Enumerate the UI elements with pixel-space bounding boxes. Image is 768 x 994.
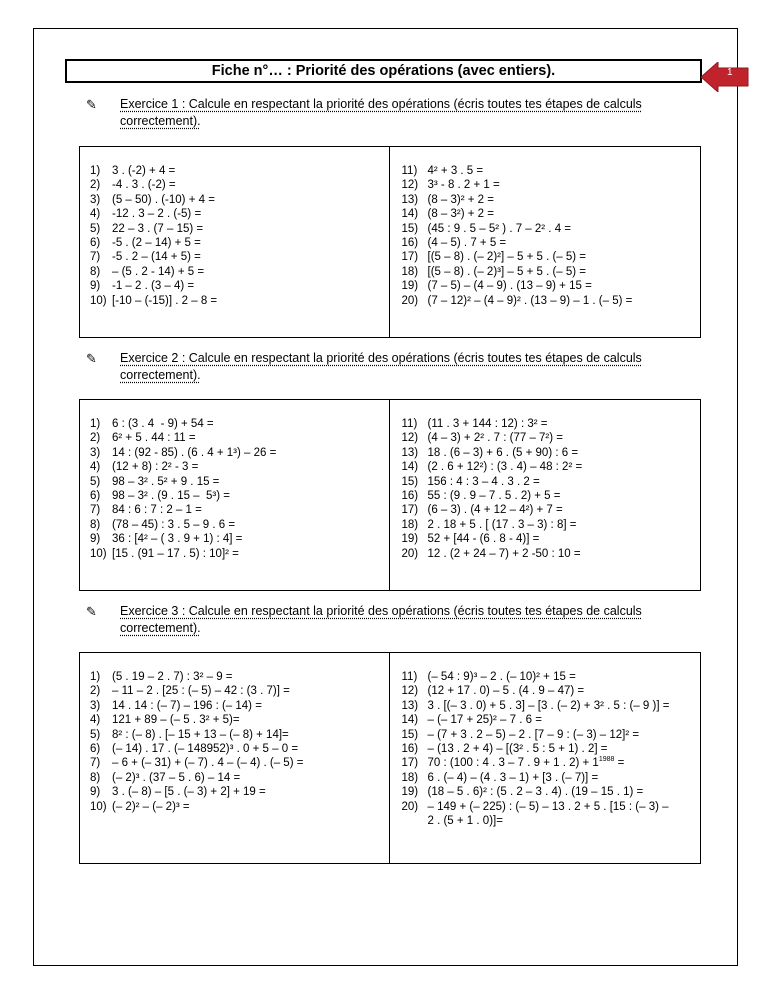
item-expression (112, 670, 233, 684)
expression-text: 36 : [4² – ( 3 . 9 + 1) : 4] = (112, 533, 243, 546)
item-expression (112, 236, 201, 250)
exercise-item (90, 518, 383, 532)
exercise-item (90, 417, 383, 431)
item-number: 16) (401, 490, 419, 503)
expression-text: – 149 + (– 225) : (– 5) – 13 . 2 + 5 . [15 : (– 3) – 2 . (5 + 1 . 0)]= (427, 800, 669, 828)
item-number: 17) (401, 251, 419, 264)
item-expression (428, 547, 581, 561)
item-number: 15) (401, 222, 419, 235)
item-expression (428, 728, 640, 742)
expression-text: (18 – 5 . 6)² : (5 . 2 – 3 . 4) . (19 – 15 . 1) = (427, 786, 644, 799)
item-number: 2) (90, 179, 101, 192)
exercise-item (402, 279, 695, 293)
item-number: 19) (401, 533, 419, 546)
exercise-item (402, 684, 695, 698)
item-number: 3) (90, 193, 101, 206)
expression-text: 98 – 3² . (9 . 15 – 5³) = (112, 490, 230, 503)
item-number: 16) (401, 743, 419, 756)
item-expression (428, 771, 599, 785)
expression-text: -5 . 2 – (14 + 5) = (112, 251, 201, 264)
expression-text: (2 . 6 + 12²) : (3 . 4) – 48 : 2² = (427, 461, 583, 474)
item-number: 10) (90, 294, 107, 307)
item-number: 13) (401, 193, 419, 206)
exercise-item (90, 207, 383, 221)
expression-text: (11 . 3 + 144 : 12) : 3² = (427, 418, 548, 430)
item-expression (428, 164, 484, 178)
item-expression (112, 728, 289, 742)
expression-text: [-10 – (-15)] . 2 – 8 = (112, 294, 218, 307)
expression-text: 6² + 5 . 44 : 11 = (112, 432, 196, 445)
exercise-item (90, 756, 383, 770)
item-number: 10) (90, 547, 107, 560)
exercise-item (402, 518, 695, 532)
exercise-item (90, 222, 383, 236)
exercise-item (90, 742, 383, 756)
expression-text: [(5 – 8) . (– 2)²] – 5 + 5 . (– 5) = (427, 251, 587, 264)
item-number: 1) (90, 671, 101, 683)
item-number: 14) (401, 208, 419, 221)
item-number: 4) (90, 208, 101, 221)
expression-text: 84 : 6 : 7 : 2 – 1 = (112, 504, 202, 517)
exercise-item (402, 771, 695, 785)
item-number: 15) (401, 475, 419, 488)
expression-text: (7 – 5) – (4 – 9) . (13 – 9) + 15 = (427, 280, 592, 293)
expression-text: 156 : 4 : 3 – 4 . 3 . 2 = (427, 475, 540, 488)
item-number: 4) (90, 714, 101, 727)
exercise-3-table (79, 652, 701, 864)
item-number: 3) (90, 446, 101, 459)
item-expression (112, 742, 298, 756)
item-number: 12) (401, 685, 419, 698)
expression-text: 52 + [44 - (6 . 8 - 4)] = (427, 533, 540, 546)
item-expression (112, 713, 240, 727)
exercise-item (402, 756, 695, 770)
item-expression (428, 178, 500, 192)
exercise-item (90, 164, 383, 178)
exercise-item (402, 532, 695, 546)
exercise-item (402, 503, 695, 517)
item-expression (112, 756, 303, 770)
item-expression (428, 518, 577, 532)
expression-text: (– 14) . 17 . (– 148952)³ . 0 + 5 – 0 = (112, 743, 299, 756)
item-number: 13) (401, 446, 419, 459)
item-number: 14) (401, 714, 419, 727)
exercise-item (90, 250, 383, 264)
exercise-2-heading: ✎ Exercice 2 : Calcule en respectant la priorité des opérations (écris toutes tes étapes de calculs correctement). (86, 351, 642, 382)
item-expression (112, 684, 290, 698)
exercise-1-right-column (389, 147, 701, 337)
item-expression (428, 503, 563, 517)
item-expression (428, 713, 542, 727)
expression-text: 12 . (2 + 24 – 7) + 2 -50 : 10 = (427, 547, 581, 560)
item-number: 6) (90, 743, 101, 756)
exercise-item (90, 193, 383, 207)
item-expression (112, 503, 202, 517)
item-expression (428, 800, 669, 829)
exercise-1-left-column (80, 147, 389, 337)
expression-text: 2 . 18 + 5 . [ (17 . 3 – 3) : 8] = (427, 518, 577, 531)
item-number: 4) (90, 461, 101, 474)
exercise-item (402, 670, 695, 684)
exercise-2-right-column (389, 400, 701, 590)
exercise-item (90, 728, 383, 742)
pencil-icon: ✎ (86, 97, 97, 112)
item-expression (428, 785, 644, 799)
item-number: 18) (401, 265, 419, 278)
expression-text: 18 . (6 – 3) + 6 . (5 + 90) : 6 = (427, 446, 579, 459)
item-expression (428, 532, 540, 546)
item-expression (428, 431, 564, 445)
item-number: 13) (401, 699, 419, 712)
item-number: 9) (90, 533, 101, 546)
expression-text: (12 + 17 . 0) – 5 . (4 . 9 – 47) = (427, 685, 585, 698)
item-number: 3) (90, 699, 101, 712)
item-number: 20) (401, 294, 419, 307)
exercise-3-right-column (389, 653, 701, 863)
item-number: 19) (401, 280, 419, 293)
expression-text: -1 – 2 . (3 – 4) = (112, 280, 195, 293)
item-expression (112, 489, 230, 503)
item-number: 8) (90, 518, 101, 531)
item-expression (112, 222, 203, 236)
item-number: 14) (401, 461, 419, 474)
expression-text: 3 . [(– 3 . 0) + 5 . 3] – [3 . (– 2) + 3² . 5 : (– 9 )] = (427, 699, 670, 712)
exercise-item (90, 475, 383, 489)
exponent: 1988 (598, 756, 615, 764)
exercise-item (402, 431, 695, 445)
exercise-item (90, 684, 383, 698)
item-expression (428, 250, 587, 264)
exercise-item (90, 785, 383, 799)
exercise-item (402, 785, 695, 799)
exercise-item (402, 178, 695, 192)
exercise-item (402, 193, 695, 207)
expression-text: 8² : (– 8) . [– 15 + 13 – (– 8) + 14]= (112, 728, 289, 741)
item-expression (428, 684, 585, 698)
item-number: 11) (401, 418, 418, 430)
item-number: 9) (90, 786, 101, 799)
item-expression (112, 518, 235, 532)
exercise-2-table (79, 399, 701, 591)
item-expression (112, 294, 217, 308)
expression-tail: = (614, 757, 625, 770)
item-expression (112, 207, 201, 221)
item-number: 2) (90, 432, 101, 445)
expression-text: [(5 – 8) . (– 2)³] – 5 + 5 . (– 5) = (427, 265, 587, 278)
item-expression (112, 532, 242, 546)
item-expression (112, 178, 176, 192)
expression-text: (78 – 45) : 3 . 5 – 9 . 6 = (112, 518, 236, 531)
item-expression (428, 756, 625, 770)
exercise-item (90, 265, 383, 279)
expression-text: 3³ - 8 . 2 + 1 = (427, 179, 500, 192)
item-expression (112, 800, 190, 814)
item-expression (112, 193, 215, 207)
item-number: 17) (401, 504, 419, 517)
item-number: 15) (401, 728, 419, 741)
exercise-1-table (79, 146, 701, 338)
exercise-item (402, 417, 695, 431)
exercise-item (90, 489, 383, 503)
exercise-item (90, 800, 383, 814)
item-expression (428, 222, 572, 236)
item-expression (112, 417, 214, 431)
expression-text: -12 . 3 – 2 . (-5) = (112, 208, 202, 221)
exercise-item (90, 713, 383, 727)
item-expression (428, 236, 507, 250)
item-number: 9) (90, 280, 101, 293)
exercise-item (402, 547, 695, 561)
exercise-item (90, 446, 383, 460)
exercise-item (402, 265, 695, 279)
expression-text: -4 . 3 . (-2) = (112, 179, 176, 192)
item-expression (428, 207, 494, 221)
expression-text: 22 – 3 . (7 – 15) = (112, 222, 204, 235)
expression-text: 4² + 3 . 5 = (427, 165, 484, 177)
item-number: 12) (401, 179, 419, 192)
item-number: 10) (90, 800, 107, 813)
item-number: 5) (90, 475, 101, 488)
expression-text: 6 : (3 . 4 - 9) + 54 = (112, 418, 214, 430)
item-expression (428, 670, 576, 684)
exercise-item (402, 699, 695, 713)
page-title: Fiche n°… : Priorité des opérations (avec entiers). (65, 59, 702, 83)
item-number: 20) (401, 800, 419, 813)
item-expression (428, 265, 587, 279)
exercise-item (90, 279, 383, 293)
expression-text: 121 + 89 – (– 5 . 3² + 5)= (112, 714, 240, 727)
item-expression (428, 460, 583, 474)
item-number: 11) (401, 165, 418, 177)
item-expression (112, 547, 239, 561)
item-expression (112, 431, 196, 445)
item-number: 19) (401, 786, 419, 799)
item-expression (428, 294, 633, 308)
item-expression (112, 446, 276, 460)
item-expression (112, 771, 240, 785)
item-expression (112, 785, 266, 799)
item-expression (112, 279, 194, 293)
exercise-3-left-column (80, 653, 389, 863)
item-number: 6) (90, 237, 101, 250)
page-number: 1 (727, 67, 733, 78)
expression-text: 98 – 3² . 5² + 9 . 15 = (112, 475, 220, 488)
item-number: 20) (401, 547, 419, 560)
pencil-icon: ✎ (86, 351, 97, 366)
exercise-item (402, 236, 695, 250)
item-expression (428, 475, 540, 489)
expression-text: [15 . (91 – 17 . 5) : 10]² = (112, 547, 239, 560)
item-number: 5) (90, 728, 101, 741)
item-expression (112, 460, 198, 474)
item-number: 11) (401, 671, 418, 683)
item-number: 7) (90, 757, 101, 770)
exercise-item (90, 460, 383, 474)
item-number: 8) (90, 771, 101, 784)
item-number: 16) (401, 237, 419, 250)
item-expression (112, 699, 262, 713)
expression-text: 14 . 14 : (– 7) – 196 : (– 14) = (112, 699, 262, 712)
item-expression (112, 265, 204, 279)
exercise-1-heading: ✎ Exercice 1 : Calcule en respectant la priorité des opérations (écris toutes tes étapes de calculs correctement). (86, 97, 642, 128)
expression-text: – (5 . 2 - 14) + 5 = (112, 265, 205, 278)
item-number: 1) (90, 418, 101, 430)
item-number: 18) (401, 518, 419, 531)
exercise-item (402, 800, 695, 829)
exercise-3-heading: ✎ Exercice 3 : Calcule en respectant la priorité des opérations (écris toutes tes étapes de calculs correctement). (86, 604, 642, 635)
exercise-item (90, 670, 383, 684)
expression-text: (– 54 : 9)³ – 2 . (– 10)² + 15 = (427, 671, 576, 683)
exercise-2-left-column (80, 400, 389, 590)
item-expression (428, 699, 670, 713)
item-expression (112, 164, 175, 178)
item-number: 7) (90, 504, 101, 517)
expression-text: (45 : 9 . 5 – 5² ) . 7 – 2² . 4 = (427, 222, 572, 235)
exercise-item (402, 475, 695, 489)
expression-text: (4 – 3) + 2² . 7 : (77 – 7²) = (427, 432, 564, 445)
page-number-arrow-icon (701, 62, 749, 92)
pencil-icon: ✎ (86, 604, 97, 619)
item-expression (112, 475, 219, 489)
expression-text: (8 – 3)² + 2 = (427, 193, 494, 206)
expression-text: – (13 . 2 + 4) – [(3² . 5 : 5 + 1) . 2] = (427, 743, 608, 756)
expression-text: -5 . (2 – 14) + 5 = (112, 237, 201, 250)
expression-text: 6 . (– 4) – (4 . 3 – 1) + [3 . (– 7)] = (427, 771, 599, 784)
item-number: 6) (90, 490, 101, 503)
item-number: 17) (401, 757, 419, 770)
exercise-item (90, 431, 383, 445)
exercise-item (90, 236, 383, 250)
exercise-item (402, 728, 695, 742)
exercise-item (90, 294, 383, 308)
expression-text: (7 – 12)² – (4 – 9)² . (13 – 9) – 1 . (– 5) = (427, 294, 633, 307)
item-expression (428, 417, 548, 431)
expression-text: (12 + 8) : 2² - 3 = (112, 461, 199, 474)
item-number: 7) (90, 251, 101, 264)
item-number: 5) (90, 222, 101, 235)
exercise-item (402, 207, 695, 221)
expression-text: – 6 + (– 31) + (– 7) . 4 – (– 4) . (– 5) = (112, 757, 304, 770)
expression-text: – (7 + 3 . 2 – 5) – 2 . [7 – 9 : (– 3) – 12]² = (427, 728, 640, 741)
exercise-item (402, 460, 695, 474)
exercise-item (90, 699, 383, 713)
expression-text: 14 : (92 - 85) . (6 . 4 + 1³) – 26 = (112, 446, 277, 459)
exercise-item (402, 164, 695, 178)
expression-text: (6 – 3) . (4 + 12 – 4²) + 7 = (427, 504, 563, 517)
item-expression (112, 250, 201, 264)
item-number: 8) (90, 265, 101, 278)
exercise-item (90, 771, 383, 785)
expression-text: (5 . 19 – 2 . 7) : 3² – 9 = (112, 671, 233, 683)
item-expression (428, 489, 561, 503)
expression-text: 70 : (100 : 4 . 3 – 7 . 9 + 1 . 2) + 1 (427, 757, 599, 770)
expression-text: 3 . (– 8) – [5 . (– 3) + 2] + 19 = (112, 786, 266, 799)
exercise-item (402, 742, 695, 756)
expression-text: (5 – 50) . (-10) + 4 = (112, 193, 215, 206)
item-expression (428, 446, 579, 460)
exercise-item (402, 294, 695, 308)
expression-text: (– 2)² – (– 2)³ = (112, 800, 190, 813)
exercise-item (402, 446, 695, 460)
item-number: 12) (401, 432, 419, 445)
item-expression (428, 742, 608, 756)
exercise-item (90, 503, 383, 517)
expression-text: (8 – 3²) + 2 = (427, 208, 494, 221)
item-number: 1) (90, 165, 101, 177)
exercise-item (402, 250, 695, 264)
expression-text: – 11 – 2 . [25 : (– 5) – 42 : (3 . 7)] = (112, 685, 290, 698)
exercise-item (402, 489, 695, 503)
exercise-item (90, 547, 383, 561)
exercise-item (90, 178, 383, 192)
item-expression (428, 279, 592, 293)
expression-text: (– 2)³ . (37 – 5 . 6) – 14 = (112, 771, 241, 784)
item-expression (428, 193, 494, 207)
expression-text: – (– 17 + 25)² – 7 . 6 = (427, 714, 542, 727)
exercise-item (402, 713, 695, 727)
expression-text: 55 : (9 . 9 – 7 . 5 . 2) + 5 = (427, 490, 561, 503)
item-number: 18) (401, 771, 419, 784)
expression-text: (4 – 5) . 7 + 5 = (427, 237, 507, 250)
exercise-item (402, 222, 695, 236)
expression-text: 3 . (-2) + 4 = (112, 165, 176, 177)
exercise-item (90, 532, 383, 546)
item-number: 2) (90, 685, 101, 698)
